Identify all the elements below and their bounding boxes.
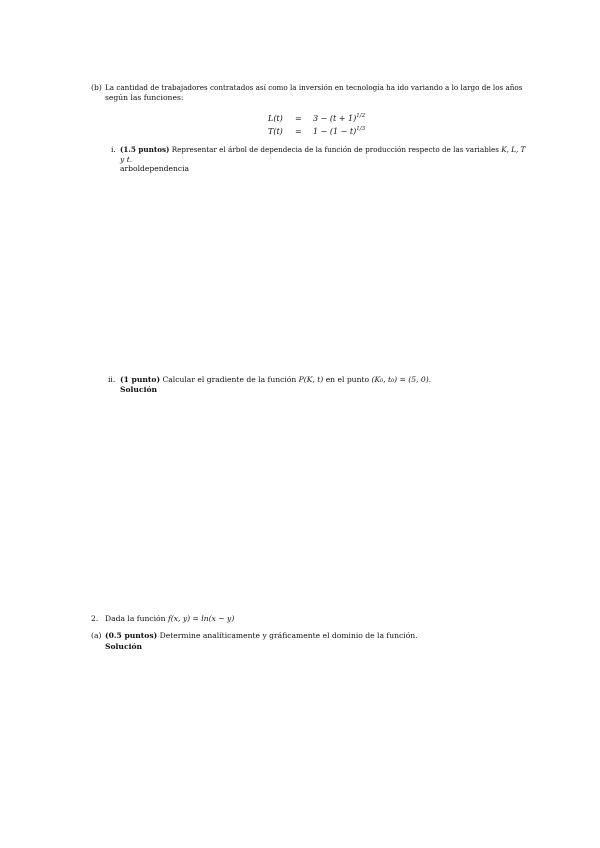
- eq2-lhs: T(t): [268, 127, 283, 136]
- part-b-line1: La cantidad de trabajadores contratados así como la inversión en tecnología ha ido variando a lo largo de los años: [105, 83, 523, 92]
- part-a-marker: (a): [91, 631, 102, 640]
- item-i-text: (1.5 puntos) Representar el árbol de dependecia de la función de producción respecto de las variables K, L, T: [120, 145, 526, 154]
- item-ii-answer-label: Solución: [120, 385, 158, 394]
- eq2-rhs: $1 - (1 - t)^{1/3}$: [313, 126, 366, 136]
- item-i-answer-label: arboldependencia: [120, 164, 190, 173]
- part-a-answer-label: Solución: [105, 642, 143, 651]
- eq2-op: =: [295, 127, 302, 136]
- item-ii-text: (1 punto) Calcular el gradiente de la función P(K, t) en el punto (K₀, t₀) = (5, 0).: [120, 375, 432, 384]
- part-b-marker: (b): [91, 83, 102, 92]
- eq1-lhs: L(t): [268, 114, 283, 123]
- item-i-marker: i.: [111, 145, 116, 154]
- question-2-function: f(x, y) = ln(x − y): [167, 614, 235, 623]
- part-a-text: (0.5 puntos) Determine analíticamente y gráficamente el dominio de la función.: [105, 631, 418, 640]
- item-i-text-cont: y t.: [120, 155, 133, 164]
- question-2-marker: 2.: [91, 614, 99, 623]
- part-b-line2: según las funciones:: [105, 93, 184, 102]
- item-ii-marker: ii.: [108, 375, 116, 384]
- eq1-rhs: $3 - (t + 1)^{1/2}$: [313, 113, 366, 123]
- part-a-points: (0.5 puntos): [105, 631, 158, 640]
- item-i-points: (1.5 puntos): [120, 145, 170, 154]
- eq1-op: =: [295, 114, 302, 123]
- item-ii-points: (1 punto): [120, 375, 161, 384]
- question-2-text: Dada la función f(x, y) = ln(x − y): [105, 614, 235, 623]
